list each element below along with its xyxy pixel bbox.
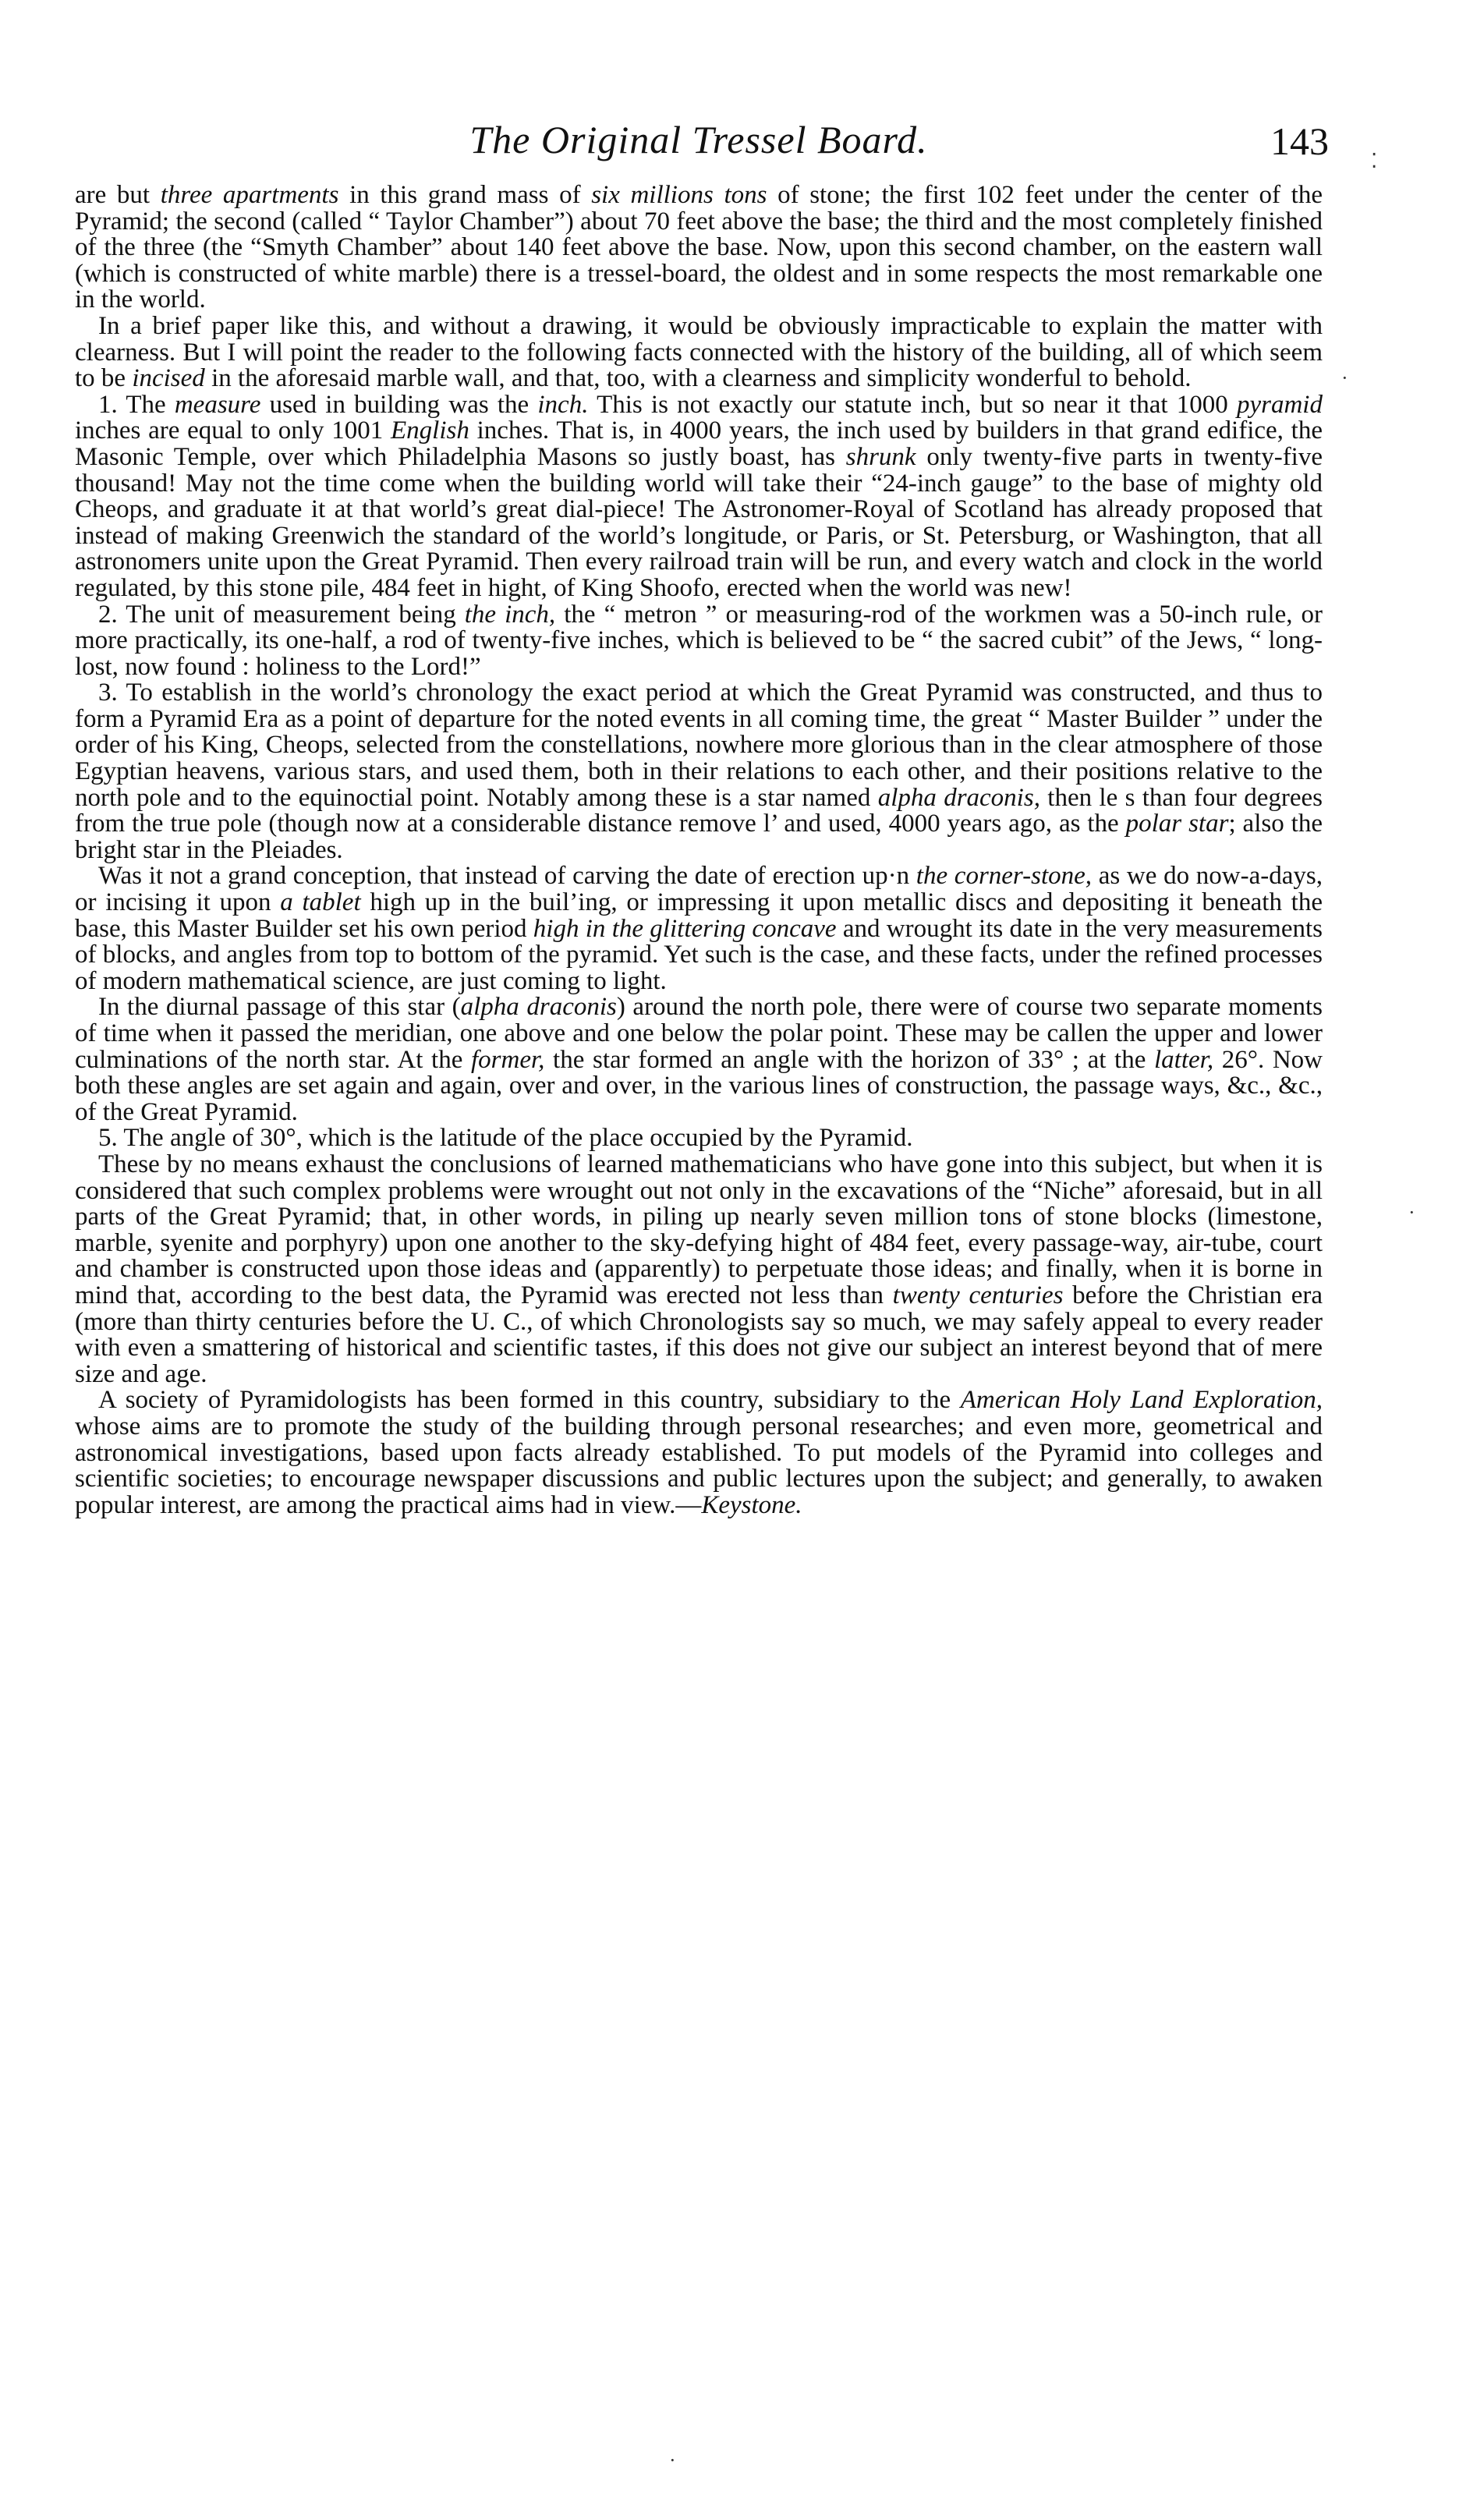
paragraph	[75, 1125, 1323, 1152]
italic-text: inch.	[537, 390, 589, 419]
text-run: as we do now-a-days, or incising it upon	[75, 862, 1323, 917]
text-run: inches. That is, in 4000 years, the inch used by builders in that grand edifice, the Masonic Temple, over which Philadelphia Masons so justly boast, has	[75, 416, 1323, 471]
text-run: only twenty-five parts in twenty-five thousand! May not the time come when the building world will take their “24-inch gauge” to the base of mighty old Cheops, and graduate it at that world’s great dial-piece! The Astronomer-Royal of Scotland has already proposed that instead of making Greenwich the standard of the world’s longitude, or Paris, or St. Petersburg, or Washington, that all astronomers unite upon the Great Pyramid. Then every railroad train will be run, and every watch and clock in the world regulated, by this stone pile, 484 feet in hight, of King Shoofo, erected when the world was new!	[75, 442, 1323, 602]
italic-text: measure	[174, 390, 261, 419]
page	[75, 117, 1329, 1519]
text-run: ; also the bright star in the Pleiades.	[75, 810, 1323, 864]
margin-mark: ·	[1408, 1201, 1415, 1224]
italic-text: alpha draconis	[460, 993, 617, 1022]
italic-text: alpha draconis,	[877, 783, 1040, 812]
text-run: A society of Pyramidologists has been formed in this country, subsidiary to the	[98, 1386, 961, 1415]
margin-mark: ·	[669, 2449, 676, 2471]
text-run: 26°. Now both these angles are set again and again, over and over, in the various lines of construction, the passage ways, &c., &c., of the Great Pyramid.	[75, 1045, 1323, 1126]
page-number: 143	[1270, 119, 1329, 163]
paragraph	[75, 602, 1323, 681]
text-run: in the aforesaid marble wall, and that, too, with a clearness and simplicity wonderful to behold.	[204, 364, 1192, 393]
italic-text: polar star	[1125, 810, 1229, 838]
text-run: Was it not a grand conception, that instead of carving the date of erection up·n	[98, 862, 916, 891]
text-run: ) around the north pole, there were of course two separate moments of time when it passed the meridian, one above and one below the polar point. These may be callen the upper and lower culminations of the north star. At the	[75, 993, 1323, 1074]
article-body	[75, 182, 1323, 1518]
italic-text: latter,	[1154, 1045, 1214, 1074]
italic-text: twenty centuries	[892, 1281, 1064, 1309]
paragraph	[75, 311, 1323, 393]
text-run: In the diurnal passage of this star (	[98, 993, 461, 1022]
italic-text: incised	[132, 364, 205, 393]
italic-text: six millions tons	[591, 181, 767, 209]
paragraph	[75, 1387, 1323, 1518]
text-run: before the Christian era (more than thirty centuries before the U. C., of which Chronologists say so much, we may safely appeal to every reader with even a smattering of historical and scientific tastes, if this does not give our subject an interest beyond that of mere size and age.	[75, 1281, 1323, 1388]
text-run: the star formed an angle with the horizon of 33° ; at the	[544, 1045, 1155, 1074]
text-run: inches are equal to only 1001	[75, 416, 391, 445]
page-header	[75, 117, 1329, 172]
text-run: 2. The unit of measurement being	[98, 600, 465, 629]
italic-text: a tablet	[280, 888, 361, 917]
italic-text: former,	[470, 1045, 545, 1074]
text-run: in this grand mass of	[338, 181, 592, 209]
paragraph	[75, 863, 1323, 994]
margin-mark: ·	[1341, 367, 1348, 389]
running-title: The Original Tressel Board.	[469, 118, 928, 161]
italic-text: three apartments	[160, 181, 339, 209]
italic-text: English	[391, 416, 469, 445]
paragraph	[75, 680, 1323, 863]
text-run: 5. The angle of 30°, which is the latitude of the place occupied by the Pyramid.	[98, 1124, 913, 1153]
margin-mark: ⁚	[1371, 150, 1378, 172]
italic-text: shrunk	[845, 442, 916, 471]
paragraph	[75, 1152, 1323, 1387]
text-run: This is not exactly our statute inch, but so near it that 1000	[588, 390, 1237, 419]
text-run: These by no means exhaust the conclusions of learned mathematicians who have gone into this subject, but when it is considered that such complex problems were wrought out not only in the excavations of the “Niche” aforesaid, but in all parts of the Great Pyramid; that, in other words, in piling up nearly seven million tons of stone blocks (limestone, marble, syenite and porphyry) upon one another to the sky-defying hight of 484 feet, every passage-way, air-tube, court and chamber is constructed upon those ideas and (apparently) to perpetuate those ideas; and finally, when it is borne in mind that, according to the best data, the Pyramid was erected not less than	[75, 1150, 1323, 1309]
text-run: the “ metron ” or measuring-rod of the workmen was a 50-inch rule, or more practically, its one-half, a rod of twenty-five inches, which is believed to be “ the sacred cubit” of the Jews, “ long-lost, now found : holiness to the Lord!”	[75, 600, 1323, 681]
text-run: In a brief paper like this, and without a drawing, it would be obviously impracticable to explain the matter with clearness. But I will point the reader to the following facts connected with the history of the building, all of which seem to be	[75, 311, 1323, 393]
paragraph	[75, 994, 1323, 1125]
text-run: 3. To establish in the world’s chronology the exact period at which the Great Pyramid was constructed, and thus to form a Pyramid Era as a point of departure for the noted events in all coming time, the great “ Master Builder ” under the order of his King, Cheops, selected from the constellations, nowhere more glorious than in the clear atmosphere of those Egyptian heavens, various stars, and used them, both in their relations to each other, and their positions relative to the north pole and to the equinoctial point. Notably among these is a star named	[75, 679, 1323, 812]
paragraph	[75, 392, 1323, 602]
italic-text: the inch,	[464, 600, 556, 629]
italic-text: the corner-stone,	[916, 862, 1093, 891]
text-run: are but	[75, 181, 161, 209]
italic-text: high in the glittering concave	[533, 914, 837, 943]
text-run: then le s than four degrees from the true pole (though now at a considerable distance remove l’ and used, 4000 years ago, as the	[75, 783, 1323, 838]
italic-text: Keystone.	[701, 1490, 802, 1519]
italic-text: American Holy Land Exploration,	[960, 1386, 1323, 1415]
text-run: of stone; the first 102 feet under the center of the Pyramid; the second (called “ Taylor Chamber”) about 70 feet above the base; the third and the most completely finished of the three (the “Smyth Chamber” about 140 feet above the base. Now, upon this second chamber, on the eastern wall (which is constructed of white marble) there is a tressel-board, the oldest and in some respects the most remarkable one in the world.	[75, 181, 1323, 314]
text-run: used in building was the	[260, 390, 538, 419]
paragraph	[75, 182, 1323, 314]
text-run: 1. The	[98, 390, 175, 419]
italic-text: pyramid	[1236, 390, 1323, 419]
text-run: high up in the buil’ing, or impressing it upon metallic discs and depositing it beneath the base, this Master Builder set his own period	[75, 888, 1323, 943]
text-run: and wrought its date in the very measurements of blocks, and angles from top to bottom of the pyramid. Yet such is the case, and these facts, under the refined processes of modern mathematical science, are just coming to light.	[75, 914, 1323, 995]
text-run: whose aims are to promote the study of the building through personal researches; and even more, geometrical and astronomical investigations, based upon facts already established. To put models of the Pyramid into colleges and scientific societies; to encourage newspaper discussions and public lectures upon the subject; and generally, to awaken popular interest, are among the practical aims had in view.—	[75, 1412, 1323, 1519]
